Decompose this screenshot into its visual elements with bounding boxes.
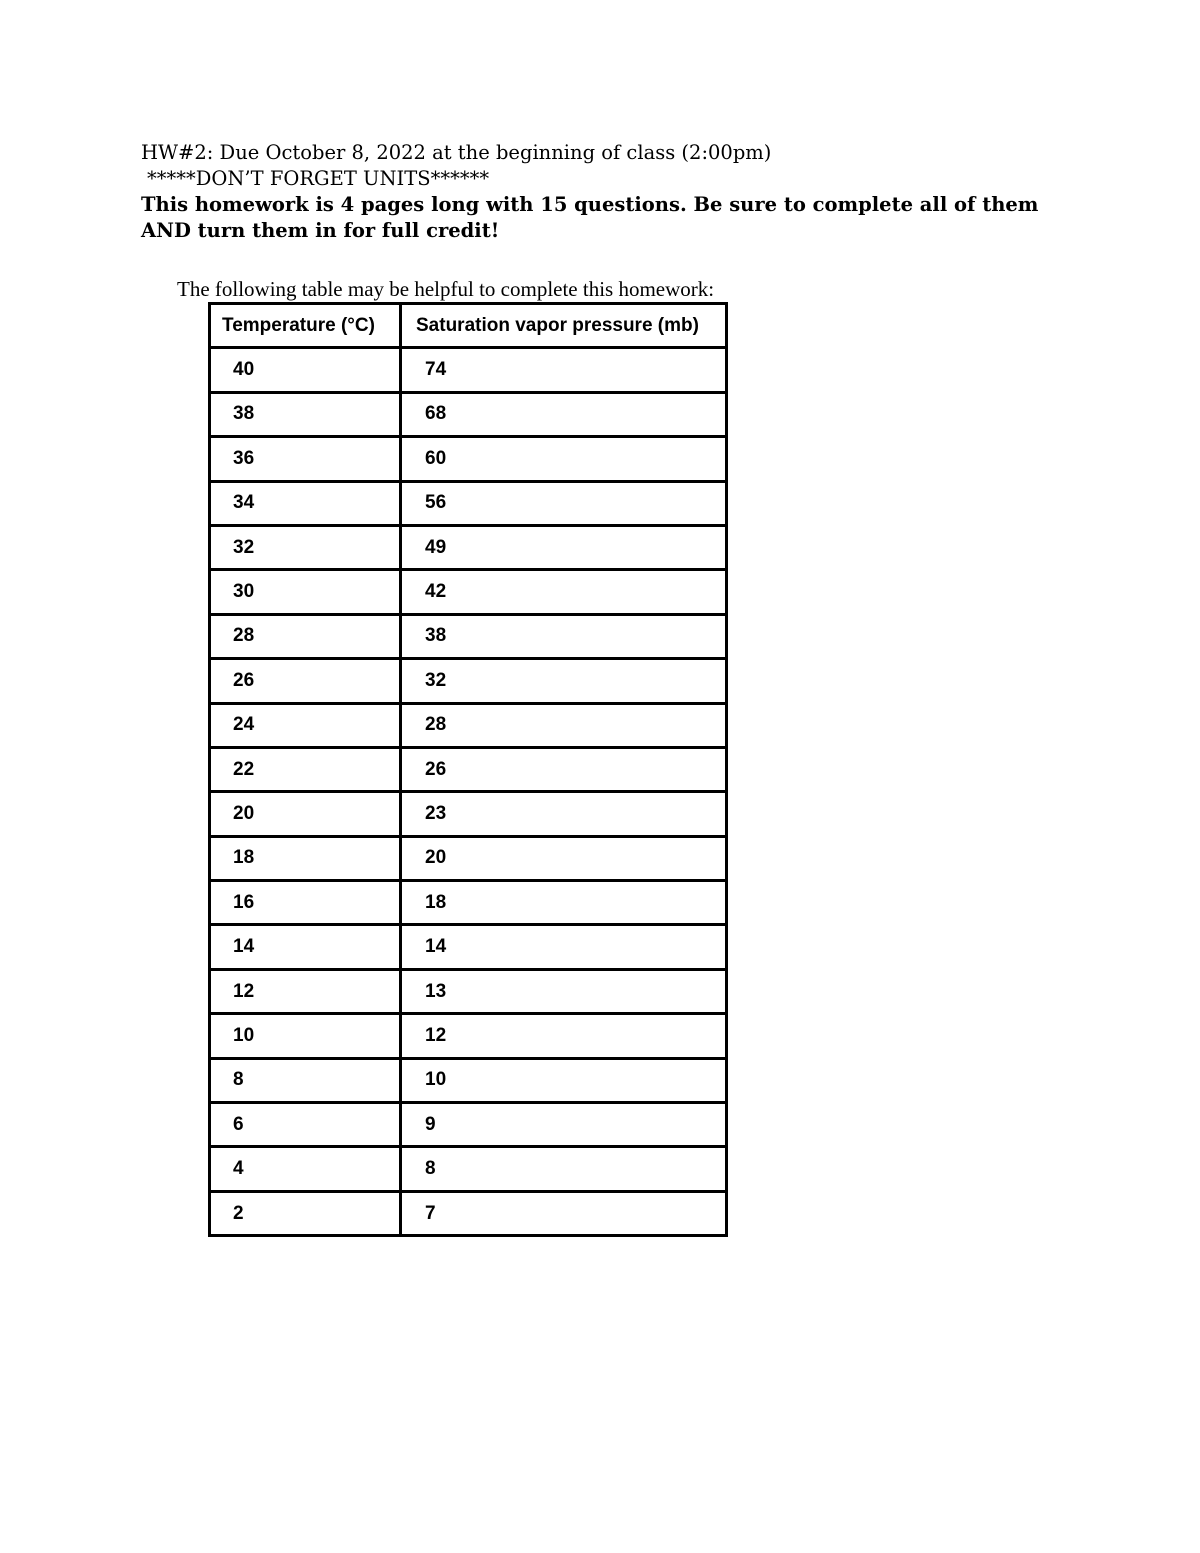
table-header-row bbox=[210, 304, 727, 348]
table-row bbox=[210, 614, 727, 658]
table-row bbox=[210, 481, 727, 525]
pressure-cell: 20 bbox=[401, 836, 727, 880]
pressure-cell: 42 bbox=[401, 570, 727, 614]
saturation-vapor-pressure-table bbox=[208, 302, 728, 1237]
pressure-cell: 49 bbox=[401, 525, 727, 569]
temperature-cell: 36 bbox=[210, 437, 401, 481]
temperature-cell: 40 bbox=[210, 348, 401, 392]
pressure-cell: 10 bbox=[401, 1058, 727, 1102]
pressure-cell: 7 bbox=[401, 1191, 727, 1235]
table-row bbox=[210, 1058, 727, 1102]
temperature-cell: 28 bbox=[210, 614, 401, 658]
temperature-cell: 4 bbox=[210, 1147, 401, 1191]
column-header-temperature: Temperature (°C) bbox=[210, 304, 401, 348]
table-row bbox=[210, 747, 727, 791]
pressure-cell: 8 bbox=[401, 1147, 727, 1191]
temperature-cell: 10 bbox=[210, 1014, 401, 1058]
temperature-cell: 14 bbox=[210, 925, 401, 969]
temperature-cell: 22 bbox=[210, 747, 401, 791]
table-row bbox=[210, 525, 727, 569]
pressure-cell: 18 bbox=[401, 881, 727, 925]
pressure-cell: 74 bbox=[401, 348, 727, 392]
table-row bbox=[210, 659, 727, 703]
table-row bbox=[210, 1147, 727, 1191]
temperature-cell: 30 bbox=[210, 570, 401, 614]
table-row bbox=[210, 836, 727, 880]
table-row bbox=[210, 792, 727, 836]
temperature-cell: 24 bbox=[210, 703, 401, 747]
pressure-cell: 28 bbox=[401, 703, 727, 747]
temperature-cell: 26 bbox=[210, 659, 401, 703]
table-row bbox=[210, 925, 727, 969]
table-body bbox=[210, 348, 727, 1236]
due-date-line: HW#2: Due October 8, 2022 at the beginning of class (2:00pm) bbox=[141, 141, 772, 164]
pressure-cell: 9 bbox=[401, 1103, 727, 1147]
temperature-cell: 20 bbox=[210, 792, 401, 836]
table-row bbox=[210, 570, 727, 614]
temperature-cell: 32 bbox=[210, 525, 401, 569]
temperature-cell: 8 bbox=[210, 1058, 401, 1102]
pressure-cell: 38 bbox=[401, 614, 727, 658]
temperature-cell: 2 bbox=[210, 1191, 401, 1235]
pressure-cell: 26 bbox=[401, 747, 727, 791]
instructions-text: This homework is 4 pages long with 15 questions. Be sure to complete all of them AND turn them in for full credit! bbox=[141, 193, 1039, 242]
temperature-cell: 12 bbox=[210, 969, 401, 1013]
table-row bbox=[210, 392, 727, 436]
pressure-cell: 12 bbox=[401, 1014, 727, 1058]
column-header-pressure: Saturation vapor pressure (mb) bbox=[401, 304, 727, 348]
units-reminder: *****DON’T FORGET UNITS****** bbox=[147, 167, 490, 190]
table-row bbox=[210, 703, 727, 747]
pressure-cell: 68 bbox=[401, 392, 727, 436]
table-row bbox=[210, 1103, 727, 1147]
pressure-cell: 56 bbox=[401, 481, 727, 525]
pressure-cell: 13 bbox=[401, 969, 727, 1013]
table-row bbox=[210, 1014, 727, 1058]
temperature-cell: 34 bbox=[210, 481, 401, 525]
table-row bbox=[210, 881, 727, 925]
table-intro-text: The following table may be helpful to complete this homework: bbox=[177, 277, 715, 301]
temperature-cell: 6 bbox=[210, 1103, 401, 1147]
temperature-cell: 18 bbox=[210, 836, 401, 880]
temperature-cell: 38 bbox=[210, 392, 401, 436]
pressure-cell: 23 bbox=[401, 792, 727, 836]
pressure-cell: 32 bbox=[401, 659, 727, 703]
table-row bbox=[210, 437, 727, 481]
pressure-cell: 60 bbox=[401, 437, 727, 481]
table-row bbox=[210, 969, 727, 1013]
pressure-cell: 14 bbox=[401, 925, 727, 969]
homework-header bbox=[141, 140, 1081, 244]
table-row bbox=[210, 348, 727, 392]
table-row bbox=[210, 1191, 727, 1235]
temperature-cell: 16 bbox=[210, 881, 401, 925]
